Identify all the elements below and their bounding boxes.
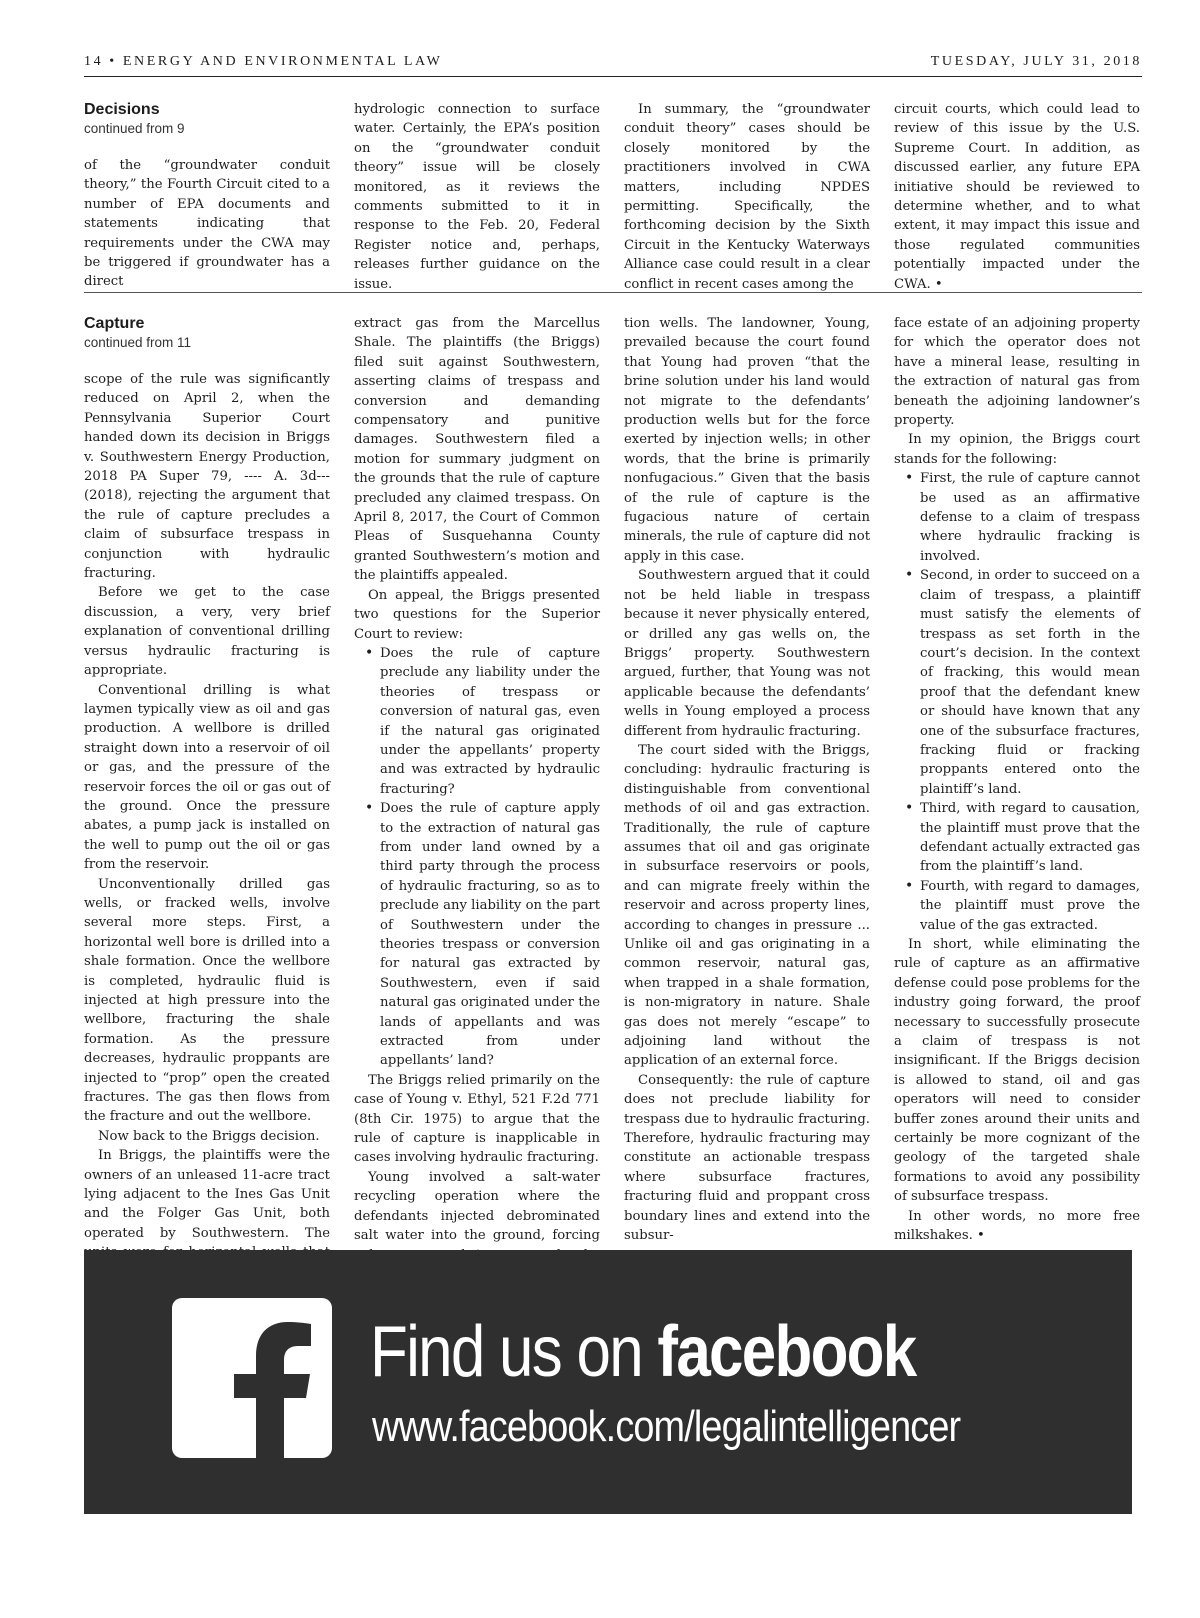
questions-list bbox=[354, 644, 600, 1071]
header-section-title: 14 • ENERGY AND ENVIRONMENTAL LAW bbox=[84, 54, 443, 69]
capture-col-1-paragraph: Before we get to the case discussion, a very, very brief explanation of conventional drilling versus hydraulic fracturing is appropriate. bbox=[84, 585, 330, 679]
facebook-ad-banner[interactable] bbox=[84, 1250, 1132, 1514]
capture-col-4-paragraph: face estate of an adjoining property for which the operator does not have a mineral lease, resulting in the extraction of natural gas from beneath the adjoining landowner’s property. bbox=[894, 316, 1140, 429]
decisions-col-1-paragraph: of the “groundwater conduit theory,” the Fourth Circuit cited to a number of EPA documents and statements indicating that requirements under the CWA may be triggered if groundwater has a direct bbox=[84, 158, 330, 290]
decisions-continued: continued from 9 bbox=[84, 121, 185, 136]
capture-col-1-paragraph: scope of the rule was significantly reduced on April 2, when the Pennsylvania Superior Court handed down its decision in Briggs v. Southwestern Energy Production, 2018 PA Super 79, ---- A. 3d--- (2018), rejecting the argument that the rule of capture precludes a claim of subsurface trespass in conjunction with hydraulic fracturing. bbox=[84, 372, 330, 582]
decisions-col-2-paragraph: hydrologic connection to surface water. Certainly, the EPA’s position on the “groundwater conduit theory” issue will be closely monitored, as it reviews the comments submitted to it in response to the Feb. 20, Federal Register notice and, perhaps, releases further guidance on the issue. bbox=[354, 102, 600, 292]
capture-col-2-paragraph: The Briggs relied primarily on the case of Young v. Ethyl, 521 F.2d 771 (8th Cir. 1975) to argue that the rule of capture is inapplicable in cases involving hydraulic fracturing. bbox=[354, 1072, 600, 1166]
decisions-col-4 bbox=[894, 100, 1140, 294]
facebook-ad-title-light: Find us on bbox=[370, 1312, 658, 1392]
capture-kicker: Capture bbox=[84, 315, 145, 332]
facebook-f-icon bbox=[172, 1298, 332, 1458]
capture-col-4-paragraph: In other words, no more free milkshakes. • bbox=[894, 1208, 1140, 1244]
capture-col-1-paragraph: In Briggs, the plaintiffs were the owners of an unleased 11-acre tract lying adjacent to the Ines Gas Unit and the Folger Gas Unit, both operated by Southwestern. The bbox=[84, 1148, 330, 1241]
capture-col-2-paragraph: Young involved a salt-water recycling operation where the defendants injected debrominated salt water into the ground, forcing bbox=[354, 1169, 600, 1244]
capture-col-3 bbox=[624, 314, 870, 1246]
list-item: • First, the rule of capture cannot be used as an affirmative defense to a claim of trespass where hydraulic fracking is involved. bbox=[920, 469, 1140, 566]
decisions-col-3 bbox=[624, 100, 870, 294]
list-item: • Second, in order to succeed on a claim of trespass, a plaintiff must satisfy the elements of trespass as set forth in the court’s decision. In the context of fracking, this would mean proof that the defendant knew or should have known that any one of the subsurface fractures, fracking fluid or fracking proppants entered onto the plaintiff’s land. bbox=[920, 566, 1140, 799]
capture-continued: continued from 11 bbox=[84, 335, 192, 350]
capture-col-1-paragraph: Unconventionally drilled gas wells, or fracked wells, involve several more steps. First, a horizontal well bore is drilled into a shale formation. Once the wellbore is completed, hydraulic fluid is injected at high pressure into the wellbore, fracturing the shale formation. As the pressure decreases, hydraulic proppants are injected to “prop” open the created fractures. The gas then flows from the fracture and out the wellbore. bbox=[84, 876, 330, 1125]
capture-col-3-paragraph: Southwestern argued that it could not be held liable in trespass because it never physically entered, or drilled any gas wells on, the Briggs’ property. Southwestern argued, further, that Young was not applicable because the defendants’ wells in Young employed a process different from hydraulic fracturing. bbox=[624, 568, 870, 739]
holdings-list bbox=[894, 469, 1140, 935]
header-date: TUESDAY, JULY 31, 2018 bbox=[930, 54, 1142, 69]
list-item: • Does the rule of capture apply to the extraction of natural gas from under land owned by a third party through the process of hydraulic fracturing, so as to preclude any liability on the part of Southwestern under the theories trespass or conversion for natural gas extracted by Southwestern, even if said natural gas originated under the lands of appellants and was extracted from under appellants’ land? bbox=[380, 799, 600, 1071]
capture-col-1-paragraph: Conventional drilling is what laymen typically view as oil and gas production. A wellbore is drilled straight down into a reservoir of oil or gas, and the pressure of the reservoir forces the oil or gas out of the ground. Once the pressure abates, a pump jack is installed on the well to pump out the oil or gas from the reservoir. bbox=[84, 682, 330, 873]
section-divider bbox=[84, 292, 1142, 293]
decisions-kicker: Decisions bbox=[84, 101, 160, 118]
capture-col-4-paragraph: In my opinion, the Briggs court stands for the following: bbox=[894, 432, 1140, 467]
list-item: • Does the rule of capture preclude any liability under the theories of trespass or conversion of natural gas, even if the natural gas originated under the appellants’ property and was extracted by hydraulic fracturing? bbox=[380, 644, 600, 799]
list-item: • Third, with regard to causation, the plaintiff must prove that the defendant actually extracted gas from the plaintiff’s land. bbox=[920, 799, 1140, 877]
capture-col-4-paragraph: In short, while eliminating the rule of capture as an affirmative defense could pose problems for the industry going forward, the proof necessary to successfully prosecute a claim of trespass is not insignificant. If the Briggs decision is allowed to stand, oil and gas operators will need to consider buffer zones around their units and certainly be more cognizant of the geology of the targeted shale formations to avoid any possibility of subsurface trespass. bbox=[894, 937, 1140, 1205]
facebook-ad-title bbox=[370, 1312, 915, 1392]
decisions-col-4-paragraph: circuit courts, which could lead to review of this issue by the U.S. Supreme Court. In addition, as discussed earlier, any future EPA initiative should be reviewed to determine whether, and to what extent, it may impact this issue and those regulated communities potentially impacted under the CWA. • bbox=[894, 102, 1140, 292]
decisions-col-1 bbox=[84, 100, 330, 292]
page-header bbox=[84, 50, 1142, 77]
capture-col-3-paragraph: The court sided with the Briggs, concluding: hydraulic fracturing is distinguishable from conventional methods of oil and gas extraction. Traditionally, the rule of capture assumes that oil and gas originate in subsurface reservoirs or pools, and can migrate freely within the reservoir and across property lines, according to changes in pressure ... Unlike oil and gas originating in a common reservoir, natural gas, when trapped in a shale formation, is non-migratory in nature. Shale gas does not merely “escape” to adjoining land without the application of an external force. bbox=[624, 742, 870, 1069]
capture-col-2-paragraph: On appeal, the Briggs presented two questions for the Superior Court to review: bbox=[354, 587, 600, 642]
decisions-col-3-paragraph: In summary, the “groundwater conduit theory” cases should be closely monitored by the practitioners involved in CWA matters, including NPDES permitting. Specifically, the forthcoming decision by the Sixth Circuit in the Kentucky Waterways Alliance case could result in a clear conflict in recent cases among the bbox=[624, 102, 870, 292]
capture-col-1 bbox=[84, 314, 330, 1282]
capture-col-2 bbox=[354, 314, 600, 1284]
decisions-col-2 bbox=[354, 100, 600, 294]
capture-col-3-paragraph: tion wells. The landowner, Young, prevailed because the court found that Young had proven “that the brine solution under his land would not migrate to the defendants’ production wells but for the force exerted by injection wells; in other words, that the brine is primarily nonfugacious.” Given that the basis of the rule of capture is the fugacious nature of certain minerals, the rule of capture did not apply in this case. bbox=[624, 316, 870, 564]
facebook-ad-url[interactable]: www.facebook.com/legalintelligencer bbox=[372, 1402, 961, 1451]
capture-col-3-paragraph: Consequently: the rule of capture does not preclude liability for trespass due to hydraulic fracturing. Therefore, hydraulic fracturing may constitute an actionable trespass where subsurface fractures, fracturing fluid and proppant cross boundary lines and extend into the subsur- bbox=[624, 1072, 870, 1244]
list-item: • Fourth, with regard to damages, the plaintiff must prove the value of the gas extracted. bbox=[920, 877, 1140, 935]
capture-col-2-paragraph: extract gas from the Marcellus Shale. The plaintiffs (the Briggs) filed suit against Southwestern, asserting claims of trespass and conversion and demanding compensatory and punitive damages. Southwestern filed a motion for summary judgment on the grounds that the rule of capture precluded any claimed trespass. On April 8, 2017, the Court of Common Pleas of Susquehanna County granted Southwestern’s motion and the plaintiffs appealed. bbox=[354, 316, 600, 584]
capture-col-1-paragraph: Now back to the Briggs decision. bbox=[98, 1128, 320, 1144]
capture-col-4 bbox=[894, 314, 1140, 1246]
facebook-ad-title-bold: facebook bbox=[657, 1312, 916, 1392]
